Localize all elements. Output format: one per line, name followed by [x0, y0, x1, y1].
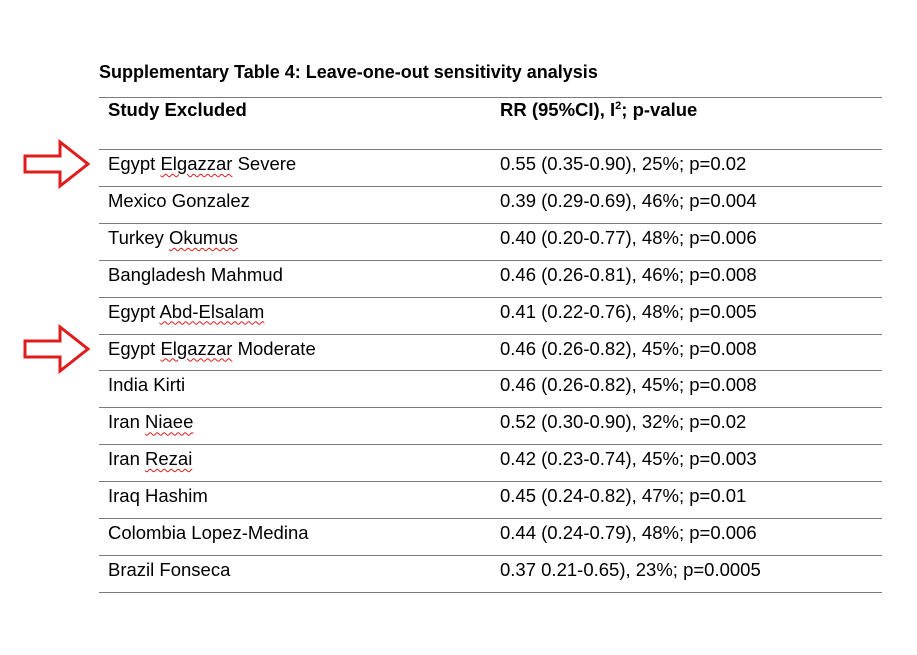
- study-country: Egypt: [108, 153, 161, 174]
- rr-result-cell: 0.41 (0.22-0.76), 48%; p=0.005: [500, 300, 757, 322]
- study-author: Hashim: [145, 485, 208, 507]
- rr-result-cell: 0.46 (0.26-0.82), 45%; p=0.008: [500, 374, 757, 396]
- study-country: Iran: [108, 411, 146, 433]
- table-title: Supplementary Table 4: Leave-one-out sensitivity analysis: [99, 62, 598, 82]
- study-author: Fonseca: [159, 558, 231, 580]
- row-rule: [99, 444, 882, 445]
- study-excluded-cell: [108, 264, 283, 286]
- row-rule: [99, 370, 882, 371]
- study-excluded-cell: [108, 448, 192, 470]
- study-country: Colombia: [108, 522, 192, 543]
- study-country: Turkey: [108, 226, 169, 248]
- study-author: Lopez-Medina: [191, 522, 309, 543]
- rr-result-cell: 0.45 (0.24-0.82), 47%; p=0.01: [500, 485, 747, 507]
- rr-result-cell: 0.52 (0.30-0.90), 32%; p=0.02: [500, 411, 747, 433]
- study-country: Egypt: [108, 300, 160, 322]
- rr-result-cell: 0.39 (0.29-0.69), 46%; p=0.004: [500, 189, 757, 211]
- study-author: Gonzalez: [171, 189, 250, 211]
- row-rule: [99, 186, 882, 187]
- row-rule: [99, 481, 882, 482]
- study-country: Brazil: [108, 558, 160, 580]
- study-country: Bangladesh: [108, 263, 211, 285]
- study-country: Mexico: [108, 189, 172, 211]
- study-excluded-cell: [108, 338, 316, 360]
- header-bottom-rule: [99, 149, 882, 150]
- study-author: Mahmud: [210, 263, 283, 285]
- row-rule: [99, 297, 882, 298]
- table-top-rule: [99, 97, 882, 98]
- study-country: Iran: [108, 448, 146, 470]
- rr-result-cell: 0.42 (0.23-0.74), 45%; p=0.003: [500, 448, 757, 470]
- study-excluded-cell: [108, 411, 193, 433]
- rr-result-cell: 0.37 0.21-0.65), 23%; p=0.0005: [500, 558, 761, 580]
- study-author: Elgazzar: [160, 153, 233, 174]
- study-excluded-cell: [108, 559, 230, 581]
- study-author: Niaee: [145, 411, 194, 433]
- study-subgroup: Severe: [232, 153, 297, 174]
- study-excluded-cell: [108, 522, 309, 544]
- row-rule: [99, 555, 882, 556]
- study-author: Rezai: [145, 448, 193, 470]
- row-rule: [99, 592, 882, 593]
- study-subgroup: Moderate: [232, 337, 316, 359]
- right-arrow-icon: [22, 324, 92, 374]
- study-author: Elgazzar: [160, 337, 233, 359]
- rr-result-cell: 0.46 (0.26-0.81), 46%; p=0.008: [500, 263, 757, 285]
- study-excluded-cell: [108, 227, 238, 249]
- rr-result-cell: 0.44 (0.24-0.79), 48%; p=0.006: [500, 522, 757, 543]
- header-rr-ci: RR (95%CI), $I^2$; p-value: [500, 99, 698, 120]
- study-excluded-cell: [108, 374, 185, 396]
- study-excluded-cell: [108, 301, 264, 323]
- rr-result-cell: 0.46 (0.26-0.82), 45%; p=0.008: [500, 337, 757, 359]
- study-excluded-cell: [108, 190, 250, 212]
- right-arrow-icon: [22, 139, 92, 189]
- study-excluded-cell: [108, 153, 296, 175]
- study-author: Kirti: [153, 374, 186, 396]
- header-study-excluded: Study Excluded: [108, 99, 247, 120]
- study-country: Iraq: [108, 485, 146, 507]
- rr-result-cell: 0.40 (0.20-0.77), 48%; p=0.006: [500, 226, 757, 248]
- row-rule: [99, 407, 882, 408]
- row-rule: [99, 223, 882, 224]
- row-rule: [99, 334, 882, 335]
- rr-result-cell: 0.55 (0.35-0.90), 25%; p=0.02: [500, 153, 747, 174]
- study-author: Abd-Elsalam: [159, 300, 265, 322]
- row-rule: [99, 518, 882, 519]
- study-excluded-cell: [108, 485, 208, 507]
- study-country: India: [108, 374, 154, 396]
- row-rule: [99, 260, 882, 261]
- study-country: Egypt: [108, 337, 161, 359]
- study-author: Okumus: [169, 226, 238, 248]
